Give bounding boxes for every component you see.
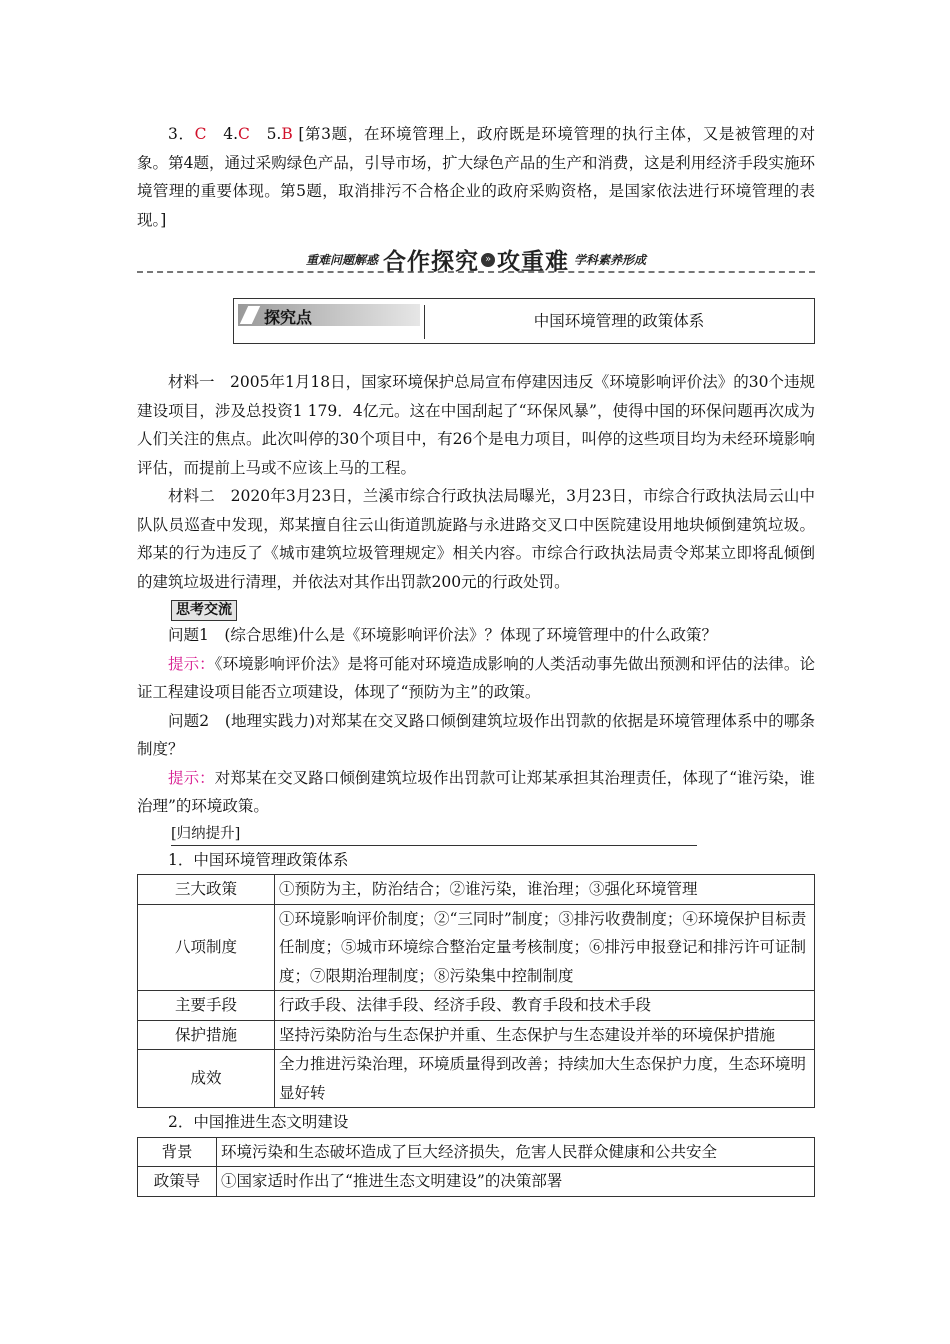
answer-5-label: 5. <box>266 125 282 143</box>
explore-point-label-bg <box>238 304 420 326</box>
question-2: 问题2 (地理实践力)对郑某在交叉路口倾倒建筑垃圾作出罚款的依据是环境管理体系中的哪条制度？ <box>137 711 815 758</box>
hint-1: 《环境影响评价法》是将可能对环境造成影响的人类活动事先做出预测和评估的法律。论证工程建设项目能否立项建设，体现了“预防为主”的政策。 <box>137 654 815 701</box>
answer-5: B <box>281 125 293 143</box>
row-content: ①环境影响评价制度；②“三同时”制度；③排污收费制度；④环境保护目标责任制度；⑤城市环境综合整治定量考核制度；⑥排污申报登记和排污许可证制度；⑦限期治理制度；⑧污染集中控制制度 <box>275 904 815 991</box>
hint-2-para <box>137 764 815 821</box>
row-content: 环境污染和生态破坏造成了巨大经济损失，危害人民群众健康和公共安全 <box>217 1137 815 1167</box>
table-row <box>138 1050 815 1108</box>
question-1: 问题1 (综合思维)什么是《环境影响评价法》？体现了环境管理中的什么政策？ <box>168 626 717 644</box>
table-row <box>138 1020 815 1050</box>
banner-title-1: 合作探究 <box>383 249 479 275</box>
answer-4-label: 4. <box>223 125 238 143</box>
answer-4: C <box>238 125 250 143</box>
summary-label: [归纳提升] <box>171 823 697 846</box>
section-2-heading: 2．中国推进生态文明建设 <box>168 1113 349 1131</box>
answer-3: C <box>194 125 207 143</box>
hint-2-label: 提示： <box>168 768 215 787</box>
row-header: 八项制度 <box>138 904 275 991</box>
table-row <box>138 1167 815 1197</box>
material-2: 材料二 2020年3月23日，兰溪市综合行政执法局曝光，3月23日，市综合行政执法局云山中队队员巡查中发现，郑某擅自往云山街道凯旋路与永进路交叉口中医院建设用地块倾倒建筑垃圾。郑某的行为违反了《城市建筑垃圾管理规定》相关内容。市综合行政执法局责令郑某立即将乱倾倒的建筑垃圾进行清理，并依法对其作出罚款200元的行政处罚。 <box>137 487 815 591</box>
explore-point-box <box>233 298 815 344</box>
row-header: 成效 <box>138 1050 275 1108</box>
double-arrow-icon: » <box>481 253 495 267</box>
banner-right-text: 学科素养形成 <box>573 253 646 267</box>
banner-title-2: 攻重难 <box>497 249 569 275</box>
answer-explanation: [第3题，在环境管理上，政府既是环境管理的执行主体，又是被管理的对象。第4题，通过采购绿色产品，引导市场，扩大绿色产品的生产和消费，这是利用经济手段实施环境管理的重要体现。第5题，取消排污不合格企业的政府采购资格，是国家依法进行环境管理的表现。] <box>137 125 815 229</box>
row-content: 全力推进污染治理，环境质量得到改善；持续加大生态保护力度，生态环境明显好转 <box>275 1050 815 1108</box>
table-row <box>138 904 815 991</box>
row-header: 背景 <box>138 1137 217 1167</box>
row-content: ①预防为主，防治结合；②谁污染，谁治理；③强化环境管理 <box>275 875 815 905</box>
table-row <box>138 1137 815 1167</box>
row-header: 主要手段 <box>138 991 275 1021</box>
hint-1-para <box>137 650 815 707</box>
answer-3-label: 3． <box>168 125 195 143</box>
row-content: 行政手段、法律手段、经济手段、教育手段和技术手段 <box>275 991 815 1021</box>
row-header: 三大政策 <box>138 875 275 905</box>
table-row <box>138 991 815 1021</box>
row-header: 保护措施 <box>138 1020 275 1050</box>
banner-left-text: 重难问题解惑 <box>306 253 379 267</box>
eco-civilization-table <box>137 1137 815 1197</box>
section-1-heading: 1．中国环境管理政策体系 <box>168 850 349 869</box>
answer-block <box>137 120 815 234</box>
hint-2: 对郑某在交叉路口倾倒建筑垃圾作出罚款可让郑某承担其治理责任，体现了“谁污染，谁治理”的环境政策。 <box>137 768 815 815</box>
hint-1-label: 提示： <box>168 654 215 673</box>
table-row <box>138 875 815 905</box>
policy-system-table <box>137 874 815 1108</box>
material-1: 材料一 2005年1月18日，国家环境保护总局宣布停建因违反《环境影响评价法》的30个违规建设项目，涉及总投资1 179．4亿元。这在中国刮起了“环保风暴”，使得中国的环保问题再次成为人们关注的焦点。此次叫停的30个项目中，有26个是电力项目，叫停的这些项目均为未经环境影响评估，而提前上马或不应该上马的工程。 <box>137 373 815 477</box>
row-content: 坚持污染防治与生态保护并重、生态保护与生态建设并举的环境保护措施 <box>275 1020 815 1050</box>
row-content: ①国家适时作出了“推进生态文明建设”的决策部署 <box>217 1167 815 1197</box>
think-exchange-label: 思考交流 <box>171 600 237 621</box>
explore-point-title: 中国环境管理的政策体系 <box>533 312 705 330</box>
section-banner <box>137 243 815 279</box>
row-header: 政策导 <box>138 1167 217 1197</box>
explore-point-label: 探究点 <box>264 308 313 327</box>
main-content <box>137 368 815 1197</box>
